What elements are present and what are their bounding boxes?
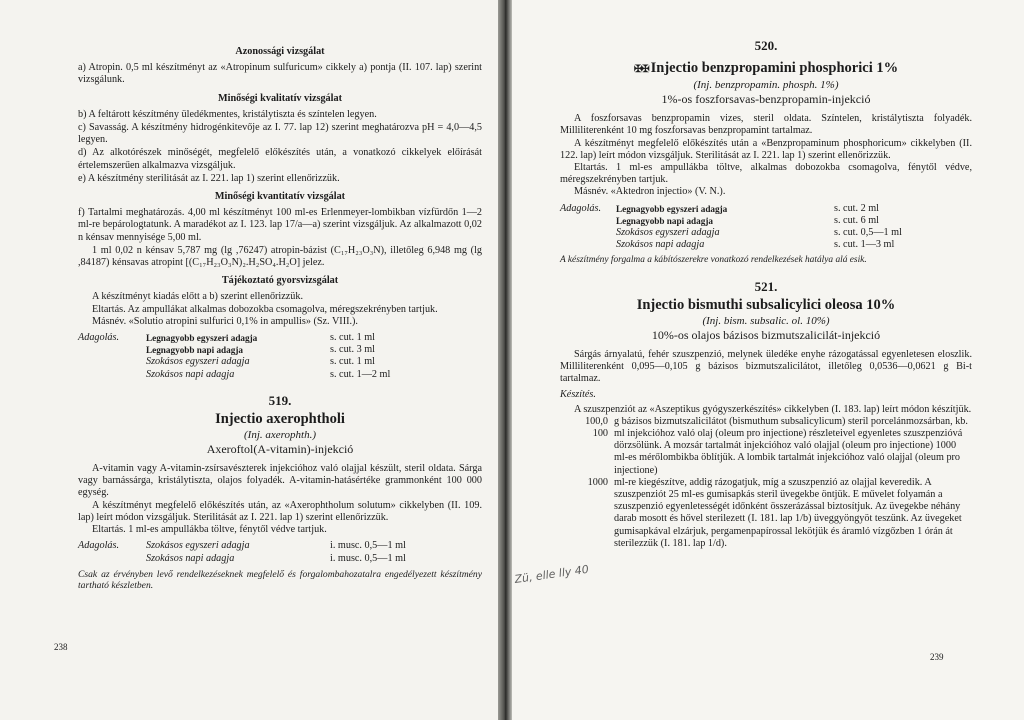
test-b: b) A feltárott készítmény üledékmentes, kristálytiszta és színtelen legyen. xyxy=(78,108,377,120)
recipe-step: g bázisos bizmutszalicilátot (bismuthum subsalicylicum) steril porcelánmozsárban, kb. xyxy=(614,415,968,427)
article-description: Sárgás árnyalatú, fehér szuszpenzió, melynek üledéke enyhe rázogatással egyenletesen eloszlik. Milliliterenként 0,095—0,105 g bázisos bizmutszalicilátot, illetőleg 0,0536—0,0621 g Bi-t tartalmaz. xyxy=(560,348,972,385)
footnote: Csak az érvényben levő rendelkezéseknek megfelelő és forgalombahozatalra engedélyezett készítmény tartható készletben. xyxy=(78,568,482,592)
article-title: Injectio axerophtholi xyxy=(215,411,345,428)
dose-name: Szokásos egyszeri adagja xyxy=(146,540,250,552)
dose-amount: s. cut. 1 ml xyxy=(330,332,376,344)
rapid-check: A készítményt kiadás előtt a b) szerint ellenőrizzük. xyxy=(92,291,304,303)
article-abbrev: (Inj. bism. subsalic. ol. 10%) xyxy=(702,314,830,327)
right-column xyxy=(560,40,972,550)
test-e: e) A készítmény sterilitását az I. 221. lap 1) szerint ellenőrizzük. xyxy=(78,172,340,184)
test-a: a) Atropin. 0,5 ml készítményt az «Atropinum sulfuricum» cikkely a) pontja (II. 107. lap) szerint vizsgálunk. xyxy=(78,62,482,86)
book-gutter xyxy=(498,0,512,720)
dose-amount: s. cut. 1—3 ml xyxy=(834,239,895,251)
dosage-table xyxy=(78,332,482,381)
dosage-label: Adagolás. xyxy=(78,332,120,344)
article-testing: A készítményt megfelelő előkészítés után a «Benzpropaminum phosphoricum» cikkelyben (II. 122. lap) leírt módon vizsgáljuk. Sterilitását az I. 221. lap 1) szerint ellenőrizzük. xyxy=(560,137,972,161)
test-f: f) Tartalmi meghatározás. 4,00 ml készítményt 100 ml-es Erlenmeyer-lombikban vízfürdőn 1—2 ml-re bepárologtatunk. A maradékot az I. 123. lap 17/a—a) szerint vizsgáljuk. Az alkalmazott 0,02 n kénsav mennyisége 5,00 ml. xyxy=(78,207,482,243)
article-abbrev: (Inj. benzpropamin. phosph. 1%) xyxy=(693,79,839,92)
synonym-text: Másnév. «Solutio atropini sulfurici 0,1% in ampullis» (Sz. VIII.). xyxy=(92,315,358,327)
article-number: 520. xyxy=(754,38,778,53)
dosage-table-2 xyxy=(78,540,482,564)
article-name: 10%-os olajos bázisos bizmutszalicilát-injekció xyxy=(651,327,881,342)
section-title-qualitative: Minőségi kvalitatív vizsgálat xyxy=(218,92,342,104)
dose-name: Legnagyobb egyszeri adagja xyxy=(146,333,258,344)
narcotic-note: A készítmény forgalma a kábítószerekre vonatkozó rendelkezések hatálya alá esik. xyxy=(560,255,867,266)
dose-name: Legnagyobb napi adagja xyxy=(616,215,714,226)
article-title: Injectio bismuthi subsalicylici oleosa 10% xyxy=(636,296,896,313)
dosage-table xyxy=(560,203,972,252)
dosage-label: Adagolás. xyxy=(78,540,120,552)
article-name: Axeroftol(A-vitamin)-injekció xyxy=(206,442,354,457)
left-column xyxy=(78,40,482,592)
test-f-equivalence: 1 ml 0,02 n kénsav 5,787 mg (lg ,76247) atropin-bázist (C₁₇H₂₃O₃N), illetőleg 6,948 mg (lg ,84187) kénsavas atropint [(C₁₇H₂₃O₃N)₂.H₂SO₄.H₂O] jelez. xyxy=(78,244,482,269)
narcotic-mark: ✠✠ xyxy=(633,64,649,76)
recipe-quantity: 100 xyxy=(592,428,608,440)
recipe-step: ml-re kiegészítve, addig rázogatjuk, míg a szuszpenzió az olajjal keveredik. A szuszpenziót 25 ml-es gumisapkás steril üvegekbe öntjük. E művelet folyamán a szuszpenzió egyenletességét időnként összerázással biztosítjuk. Az üvegekbe néhány darab mosott és hővel sterilezett (I. 181. lap 1/b) üveggyöngyöt teszünk. Az üvegeket gumisapkával elzárjuk, pergamenpapírossal lekötjük és áramló vízgőzben 1 órán át sterilezzük (I. 181. lap 1/d). xyxy=(614,476,962,549)
page-number-right: 239 xyxy=(930,652,944,662)
article-storage: Eltartás. 1 ml-es ampullákba töltve, fénytől védve tartjuk. xyxy=(92,524,327,536)
dose-amount: s. cut. 2 ml xyxy=(834,202,879,214)
dose-amount: i. musc. 0,5—1 ml xyxy=(330,540,406,552)
dose-amount: i. musc. 0,5—1 ml xyxy=(330,552,406,564)
recipe-step: ml injekcióhoz való olaj (oleum pro injectione) részleteivel egyenletes szuszpenzióvá dörzsölünk. A mozsár tartalmát injekcióhoz való olajjal (oleum pro injectione) 1000 ml-es mérőlombikba öblítjük. A lombik tartalmát injekcióhoz való olajjal (oleum pro injectione) xyxy=(614,428,963,476)
section-title-quantitative: Minőségi kvantitatív vizsgálat xyxy=(214,191,346,203)
synonym-text: Másnév. «Aktedron injectio» (V. N.). xyxy=(574,186,726,198)
section-title-identity: Azonossági vizsgálat xyxy=(235,46,325,57)
dose-name: Szokásos napi adagja xyxy=(146,552,235,564)
article-storage: Eltartás. 1 ml-es ampullákba töltve, alkalmas dobozokba csomagolva, fénytől védve, méregszekrényben tartjuk. xyxy=(560,162,972,186)
article-name: 1%-os foszforsavas-benzpropamin-injekció xyxy=(661,92,871,107)
left-page xyxy=(0,0,498,720)
dose-name: Legnagyobb napi adagja xyxy=(146,345,244,356)
article-description: A-vitamin vagy A-vitamin-zsírsavészterek injekcióhoz való olajjal készült, steril oldata. Sárga vagy barnássárga, kristálytiszta, olajos folyadék. A-vitamin-hatásértéke grammonként 100 000 egység. xyxy=(78,463,482,499)
dosage-label: Adagolás. xyxy=(560,202,602,214)
dose-amount: s. cut. 1—2 ml xyxy=(330,368,391,380)
article-title: ✠✠ Injectio benzpropamini phosphorici 1% xyxy=(633,60,899,77)
dose-name: Szokásos egyszeri adagja xyxy=(146,356,250,368)
section-title-rapid: Tájékoztató gyorsvizsgálat xyxy=(221,275,339,287)
dose-amount: s. cut. 0,5—1 ml xyxy=(834,227,902,239)
dose-name: Szokásos egyszeri adagja xyxy=(616,227,720,239)
page-number-left: 238 xyxy=(54,642,68,652)
dose-amount: s. cut. 6 ml xyxy=(834,214,879,226)
article-number: 521. xyxy=(754,278,778,294)
test-d: d) Az alkotórészek minőségét, megfelelő előkészítés után, a vonatkozó cikkelyek előírását értelemszerűen alkalmazva vizsgáljuk. xyxy=(78,147,482,171)
dose-name: Szokásos napi adagja xyxy=(616,239,705,251)
dose-amount: s. cut. 3 ml xyxy=(330,344,376,356)
preparation-label: Készítés. xyxy=(560,389,596,401)
article-abbrev: (Inj. axerophth.) xyxy=(244,429,316,442)
preparation-text: A szuszpenziót az «Aszeptikus gyógyszerkészítés» cikkelyben (I. 183. lap) leírt módon készítjük. xyxy=(574,403,972,415)
recipe-quantity: 100,0 xyxy=(585,415,608,427)
dose-name: Szokásos napi adagja xyxy=(146,368,235,380)
article-number: 519. xyxy=(268,392,292,408)
handwritten-note: Zü, elle lly 40 xyxy=(513,562,590,587)
article-description: A foszforsavas benzpropamin vizes, steril oldata. Színtelen, kristálytiszta folyadék. Milliliterenként 10 mg foszforsavas benzpropamint tartalmaz. xyxy=(560,113,972,137)
test-c: c) Savasság. A készítmény hidrogénkitevője az I. 77. lap 12) szerint meghatározva pH = 4,0—4,5 legyen. xyxy=(78,122,482,146)
article-testing: A készítményt megfelelő előkészítés után, az «Axerophtholum solutum» cikkelyben (II. 109. lap) leírt módon vizsgáljuk. Sterilitását az I. 221. lap 1) szerint ellenőrizzük. xyxy=(78,499,482,523)
recipe-list xyxy=(560,416,972,550)
dose-amount: s. cut. 1 ml xyxy=(330,356,376,368)
recipe-quantity: 1000 xyxy=(587,476,608,488)
dose-name: Legnagyobb egyszeri adagja xyxy=(616,203,728,214)
storage-text: Eltartás. Az ampullákat alkalmas dobozokba csomagolva, méregszekrényben tartjuk. xyxy=(92,303,438,315)
